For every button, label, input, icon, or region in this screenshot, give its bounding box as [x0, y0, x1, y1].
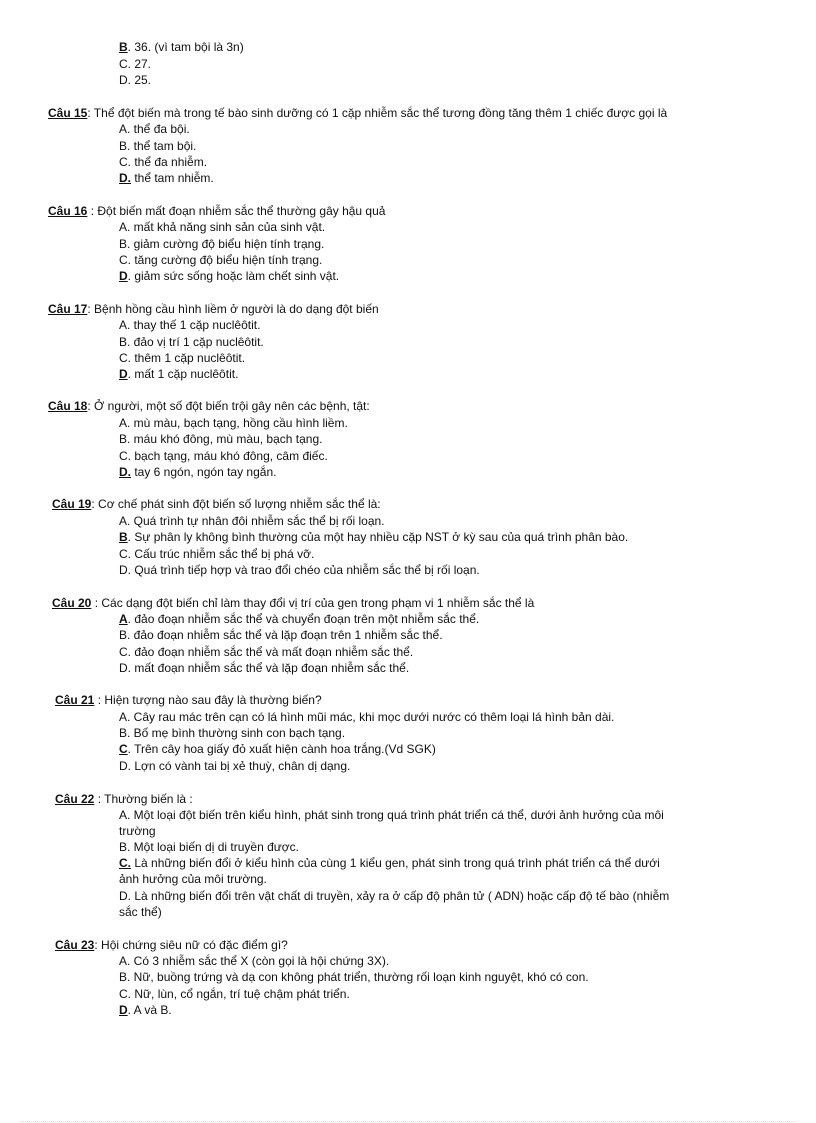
option-line [119, 220, 325, 234]
option-text: B. máu khó đông, mù màu, bạch tạng. [119, 432, 323, 446]
answer-key: D [119, 269, 128, 283]
option-text: C. thêm 1 cặp nuclêôtit. [119, 351, 246, 365]
option-line [119, 432, 322, 446]
option-line [119, 514, 385, 528]
option-line [119, 840, 299, 854]
answer-key: C [119, 742, 128, 756]
question-stem [48, 399, 370, 413]
option-text: C. tăng cường độ biểu hiện tính trạng. [119, 253, 323, 267]
option-line [119, 416, 348, 430]
option-line [119, 57, 151, 71]
option-text: A. Quá trình tự nhân đôi nhiễm sắc thể bị rối loạn. [119, 514, 385, 528]
question-text: : Hội chứng siêu nữ có đặc điểm gì? [94, 938, 288, 952]
question-label: Câu 18 [48, 399, 88, 413]
option-line [119, 465, 276, 479]
question-label: Câu 20 [52, 596, 92, 610]
option-text: D. Quá trình tiếp hợp và trao đổi chéo của nhiễm sắc thể bị rối loạn. [119, 563, 480, 577]
question-stem [52, 596, 534, 610]
option-line [119, 742, 436, 756]
answer-key: D. [119, 171, 131, 185]
option-line [119, 628, 443, 642]
option-text: thể tam nhiễm. [131, 171, 214, 185]
option-line [119, 563, 480, 577]
option-text: D. Lợn có vành tai bị xẻ thuỳ, chân dị dạng. [119, 759, 351, 773]
option-line [119, 808, 664, 822]
option-text: A. thể đa bội. [119, 122, 190, 136]
option-line [119, 335, 264, 349]
option-line [119, 726, 345, 740]
question-stem [55, 938, 288, 952]
option-line [119, 155, 207, 169]
option-line [119, 987, 350, 1001]
option-text: C. Cấu trúc nhiễm sắc thể bị phá vỡ. [119, 547, 315, 561]
option-text: trường [119, 824, 156, 838]
question-stem [55, 792, 193, 806]
option-line [119, 237, 324, 251]
option-text: B. thể tam bội. [119, 139, 197, 153]
option-line [119, 40, 244, 54]
option-text: B. Bố mẹ bình thường sinh con bạch tạng. [119, 726, 346, 740]
option-line [119, 139, 196, 153]
option-line [119, 122, 190, 136]
question-label: Câu 16 [48, 204, 88, 218]
answer-key: B [119, 530, 128, 544]
option-line [119, 661, 409, 675]
question-text: : Ở người, một số đột biến trội gây nên các bệnh, tật: [87, 399, 370, 413]
option-text: C. bạch tạng, máu khó đông, câm điếc. [119, 449, 328, 463]
question-text: : Đột biến mất đoạn nhiễm sắc thể thường gây hậu quả [87, 204, 386, 218]
option-line [119, 367, 238, 381]
question-text: : Thường biến là : [94, 792, 193, 806]
option-text: A. Có 3 nhiễm sắc thể X (còn gọi là hội chứng 3X). [119, 954, 390, 968]
option-line [119, 710, 614, 724]
option-text: B. đảo vị trí 1 cặp nuclêôtit. [119, 335, 264, 349]
option-text: . giảm sức sống hoặc làm chết sinh vật. [127, 269, 340, 283]
option-line [119, 318, 260, 332]
option-text: . A và B. [127, 1003, 172, 1017]
answer-key: B [119, 40, 128, 54]
option-text: A. Cây rau mác trên cạn có lá hình mũi mác, khi mọc dưới nước có thêm loại lá hình bản dài. [119, 710, 615, 724]
option-line [119, 1003, 172, 1017]
option-line [119, 351, 245, 365]
option-text: D. mất đoạn nhiễm sắc thể và lặp đoạn nhiễm sắc thể. [119, 661, 410, 675]
option-text: C. 27. [119, 57, 152, 71]
option-line [119, 872, 267, 886]
answer-key: D. [119, 465, 131, 479]
option-text: C. Nữ, lùn, cổ ngắn, trí tuệ chậm phát triển. [119, 987, 350, 1001]
question-stem [48, 302, 379, 316]
answer-key: A [119, 612, 128, 626]
option-line [119, 449, 328, 463]
option-text: Là những biến đổi ở kiểu hình của cùng 1 kiểu gen, phát sinh trong quá trình phát triển cá thể dưới [131, 856, 660, 870]
option-line [119, 612, 479, 626]
option-text: A. thay thế 1 cặp nuclêôtit. [119, 318, 261, 332]
option-line [119, 889, 669, 903]
question-stem [48, 204, 385, 218]
option-line [119, 253, 322, 267]
option-line [119, 954, 389, 968]
question-text: : Cơ chế phát sinh đột biến số lượng nhiễm sắc thể là: [91, 497, 381, 511]
question-label: Câu 17 [48, 302, 88, 316]
option-text: B. giảm cường độ biểu hiện tính trạng. [119, 237, 325, 251]
option-line [119, 547, 314, 561]
answer-key: D [119, 367, 128, 381]
option-text: . mất 1 cặp nuclêôtit. [127, 367, 239, 381]
question-text: : Bệnh hồng cầu hình liềm ở người là do dạng đột biến [87, 302, 379, 316]
question-label: Câu 19 [52, 497, 92, 511]
option-line [119, 269, 339, 283]
question-stem [52, 497, 381, 511]
page-bottom-rule [20, 1121, 796, 1122]
answer-key: D [119, 1003, 128, 1017]
option-line [119, 905, 162, 919]
option-text: A. Một loại đột biến trên kiểu hình, phát sinh trong quá trình phát triển cá thể, dưới ảnh hưởng của môi [119, 808, 664, 822]
option-text: ảnh hưởng của môi trường. [119, 872, 267, 886]
question-stem [55, 693, 322, 707]
option-line [119, 171, 214, 185]
option-text: C. thể đa nhiễm. [119, 155, 208, 169]
option-line [119, 970, 589, 984]
question-text: : Các dạng đột biến chỉ làm thay đổi vị trí của gen trong phạm vi 1 nhiễm sắc thể là [91, 596, 535, 610]
question-label: Câu 15 [48, 106, 88, 120]
option-text: C. đảo đoạn nhiễm sắc thể và mất đoạn nhiễm sắc thể. [119, 645, 414, 659]
question-stem [48, 106, 667, 120]
option-text: tay 6 ngón, ngón tay ngắn. [131, 465, 277, 479]
option-line [119, 824, 156, 838]
option-line [119, 73, 151, 87]
question-text: : Thể đột biến mà trong tế bào sinh dưỡng có 1 cặp nhiễm sắc thể tương đồng tăng thêm 1 chiếc được gọi là [87, 106, 668, 120]
option-line [119, 856, 660, 870]
option-text: . đảo đoạn nhiễm sắc thể và chuyển đoạn trên một nhiễm sắc thể. [127, 612, 480, 626]
question-label: Câu 22 [55, 792, 95, 806]
option-line [119, 530, 628, 544]
answer-key: C. [119, 856, 131, 870]
option-text: sắc thể) [119, 905, 162, 919]
option-text: A. mù màu, bạch tạng, hồng cầu hình liềm. [119, 416, 348, 430]
option-text: B. Nữ, buồng trứng và dạ con không phát triển, thường rối loạn kinh nguyệt, khó có con. [119, 970, 589, 984]
option-line [119, 759, 350, 773]
question-text: : Hiện tượng nào sau đây là thường biến? [94, 693, 322, 707]
option-text: . Trên cây hoa giấy đỏ xuất hiện cành hoa trắng.(Vd SGK) [127, 742, 436, 756]
option-text: . 36. (vì tam bội là 3n) [127, 40, 244, 54]
option-text: D. 25. [119, 73, 152, 87]
question-label: Câu 23 [55, 938, 95, 952]
option-line [119, 645, 413, 659]
option-text: D. Là những biến đổi trên vật chất di truyền, xảy ra ở cấp độ phân tử ( ADN) hoặc cấp độ tế bào (nhiễm [119, 889, 670, 903]
option-text: B. Một loại biến dị di truyền được. [119, 840, 299, 854]
question-label: Câu 21 [55, 693, 95, 707]
option-text: . Sự phân ly không bình thường của một hay nhiều cặp NST ở kỳ sau của quá trình phân bào. [127, 530, 629, 544]
option-text: A. mất khả năng sinh sản của sinh vật. [119, 220, 326, 234]
option-text: B. đảo đoạn nhiễm sắc thể và lặp đoạn trên 1 nhiễm sắc thể. [119, 628, 443, 642]
